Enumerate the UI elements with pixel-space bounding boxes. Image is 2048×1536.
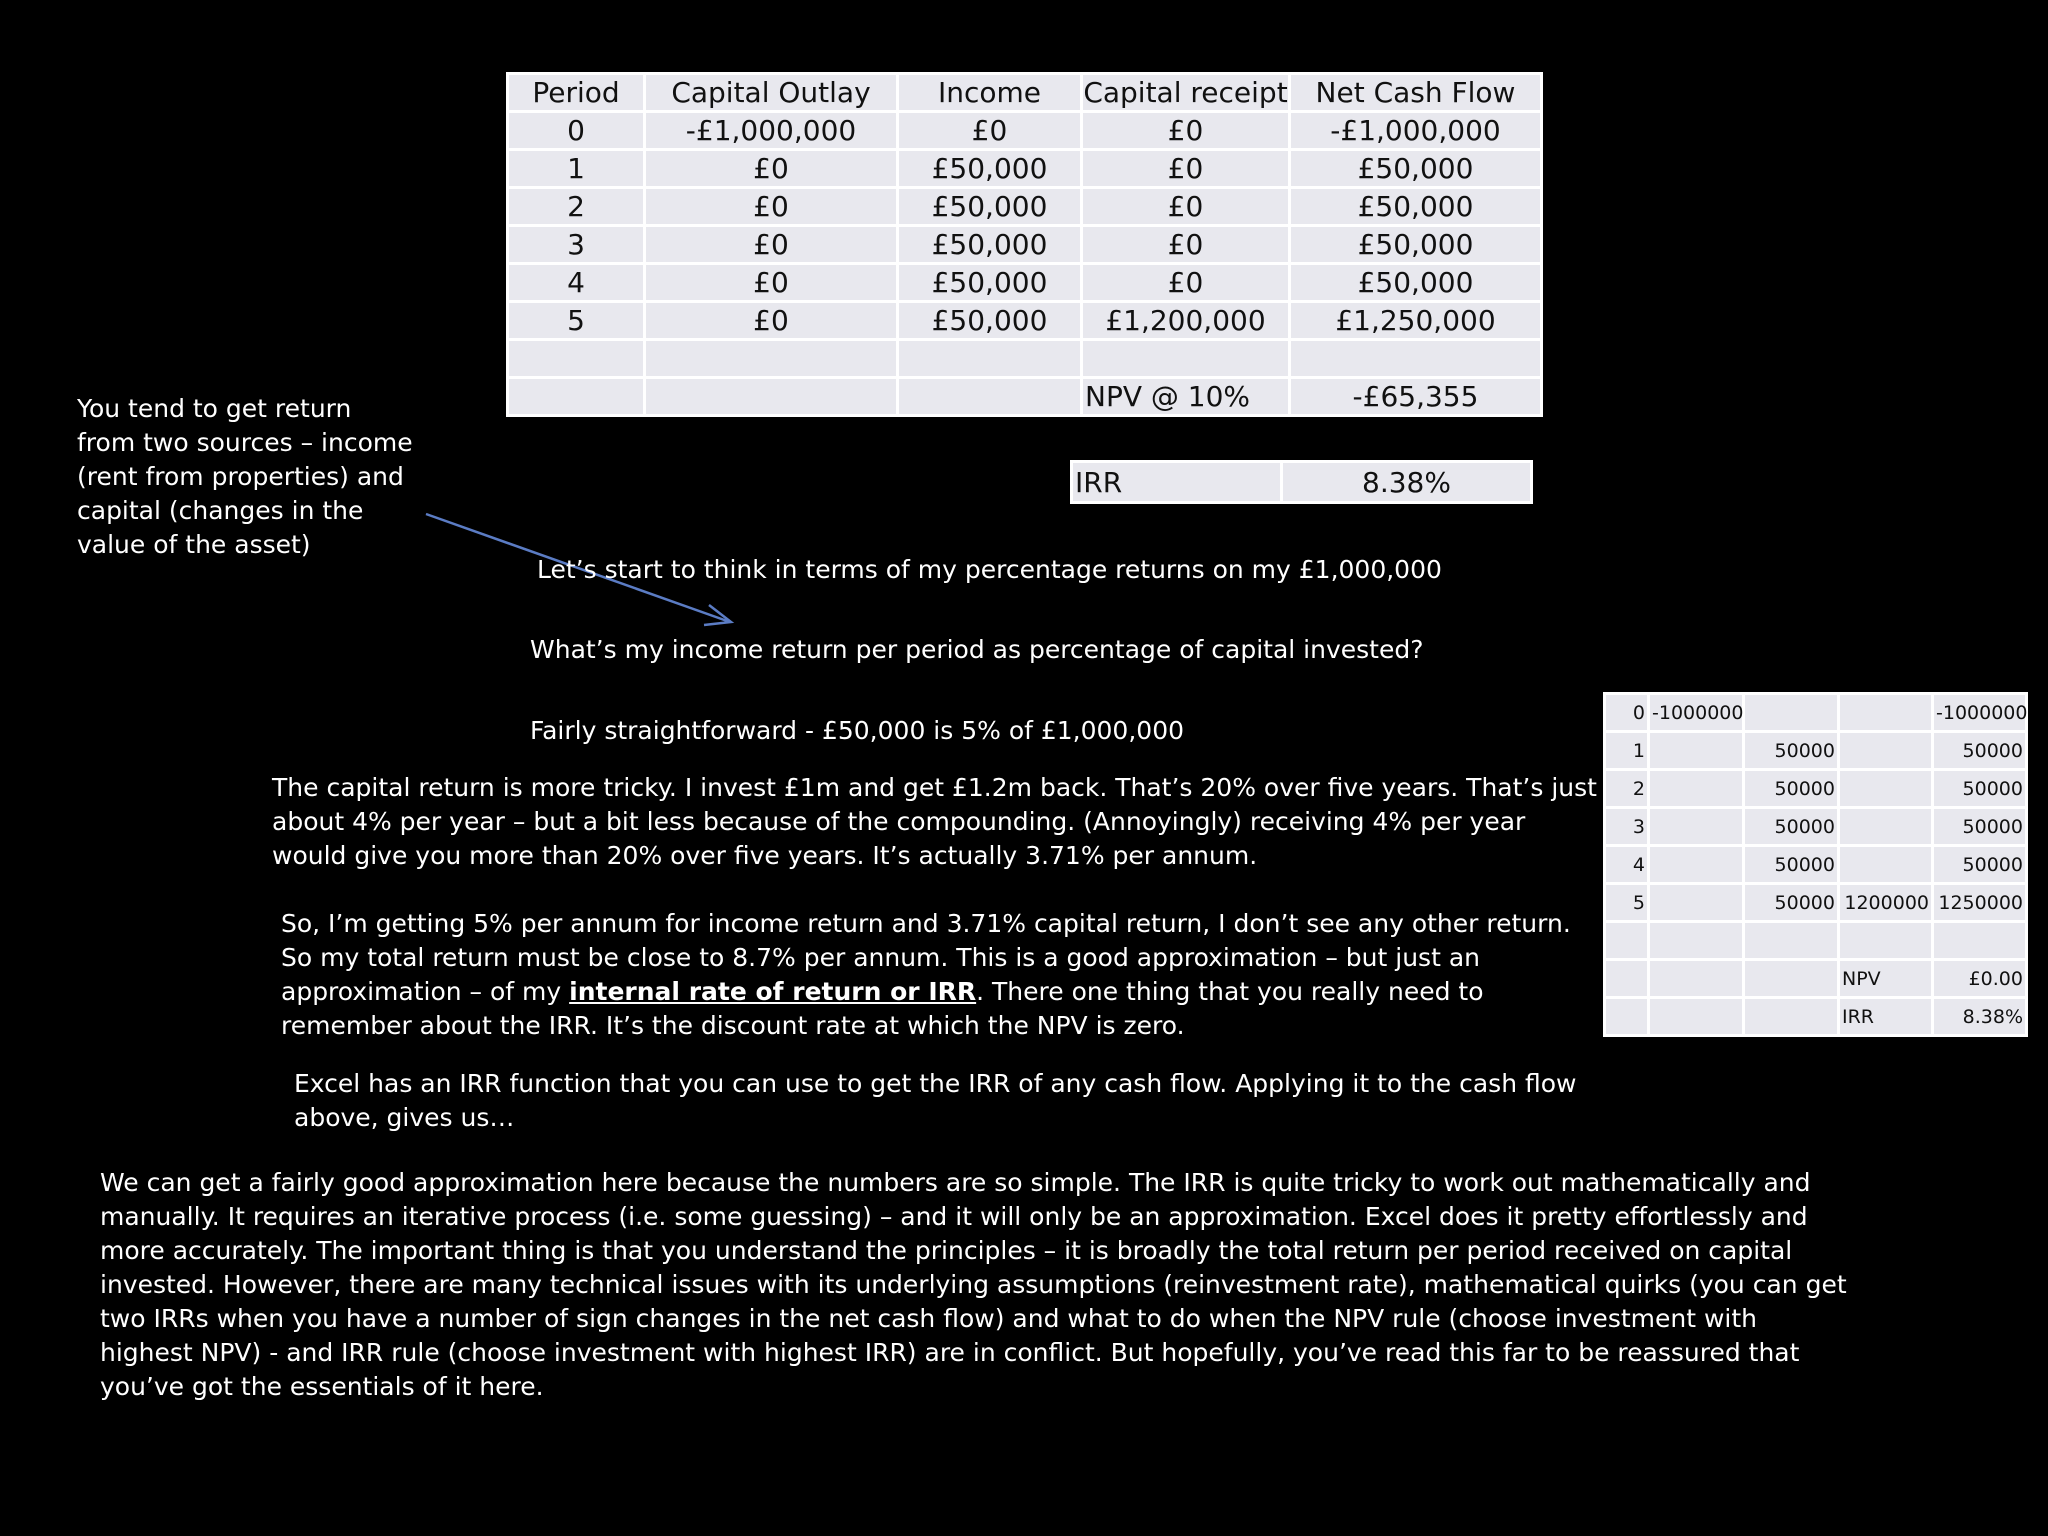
period-cell: 4 [508,264,645,302]
table-row [508,302,1542,340]
income-cell: £50,000 [898,226,1082,264]
header-income: Income [898,74,1082,112]
table-row [1605,770,2027,808]
cell: 50000 [1744,884,1839,922]
cell: 2 [1605,770,1649,808]
cell: 50000 [1933,846,2027,884]
table-row [508,112,1542,150]
npv-label: NPV @ 10% [1082,378,1290,416]
total-return-text: So, I’m getting 5% per annum for income return and 3.71% capital return, I don’t see any other return. So my total return must be close to 8.7% per annum. This is a good approximation – but just an approximation – of my [281,909,1571,1006]
income-cell: £50,000 [898,150,1082,188]
table-row-empty [508,340,1542,378]
capital-return-paragraph: The capital return is more tricky. I invest £1m and get £1.2m back. That’s 20% over five years. That’s just about 4% per year – but a bit less because of the compounding. (Annoyingly) receiving 4% per year would give you more than 20% over five years. It’s actually 3.71% per annum. [272,773,1597,870]
capital-receipt-cell: £1,200,000 [1082,302,1290,340]
npv-value: -£65,355 [1290,378,1542,416]
cell: 50000 [1744,770,1839,808]
net-cash-flow-cell: £50,000 [1290,226,1542,264]
empty-cell [1933,922,2027,960]
irr-emphasis: internal rate of return or IRR [569,977,977,1006]
npv-row [1605,960,2027,998]
empty-cell [1744,960,1839,998]
cell: 50000 [1744,732,1839,770]
cell: 0 [1605,694,1649,732]
irr-value: 8.38% [1282,462,1532,503]
period-cell: 2 [508,188,645,226]
irr-box [1070,460,1533,504]
table-row [1605,808,2027,846]
empty-cell [1744,922,1839,960]
empty-cell [1649,922,1744,960]
npv-row [508,378,1542,416]
income-cell: £0 [898,112,1082,150]
empty-cell [1649,960,1744,998]
cell [1744,694,1839,732]
cell [1649,884,1744,922]
npv-label: NPV [1839,960,1933,998]
side-note: You tend to get return from two sources – income (rent from properties) and capital (changes in the value of the asset) [77,394,413,559]
period-cell: 5 [508,302,645,340]
empty-cell [898,340,1082,378]
empty-cell [1605,998,1649,1036]
income-cell: £50,000 [898,302,1082,340]
empty-cell [1839,922,1933,960]
excel-irr-table [1603,692,2028,1037]
empty-cell [1605,960,1649,998]
conclusion-paragraph: We can get a fairly good approximation here because the numbers are so simple. The IRR is quite tricky to work out mathematically and manually. It requires an iterative process (i.e. some guessing) – and it will only be an approximation. Excel does it pretty effortlessly and more accurately. The important thing is that you understand the principles – it is broadly the total return per period received on capital invested. However, there are many technical issues with its underlying assumptions (reinvestment rate), mathematical quirks (you can get two IRRs when you have a number of sign changes in the net cash flow) and what to do when the NPV rule (choose investment with highest NPV) - and IRR rule (choose investment with highest IRR) are in conflict. But hopefully, you’ve read this far to be reassured that you’ve got the essentials of it here. [100,1168,1847,1401]
empty-cell [645,378,898,416]
total-return-paragraph [281,907,1601,1043]
irr-row [1605,998,2027,1036]
cell: 5 [1605,884,1649,922]
empty-cell [1649,998,1744,1036]
irr-label: IRR [1839,998,1933,1036]
empty-cell [1290,340,1542,378]
capital-outlay-cell: -£1,000,000 [645,112,898,150]
cell: -1000000 [1933,694,2027,732]
irr-label: IRR [1072,462,1282,503]
table-row [508,264,1542,302]
table-row [508,188,1542,226]
empty-cell [645,340,898,378]
cell: -1000000 [1649,694,1744,732]
irr-value: 8.38% [1933,998,2027,1036]
capital-outlay-cell: £0 [645,150,898,188]
header-period: Period [508,74,645,112]
income-cell: £50,000 [898,264,1082,302]
table-row [1605,846,2027,884]
period-cell: 0 [508,112,645,150]
cell: 50000 [1744,846,1839,884]
answer-line: Fairly straightforward - £50,000 is 5% of £1,000,000 [530,716,1185,745]
cell: 4 [1605,846,1649,884]
cell: 3 [1605,808,1649,846]
net-cash-flow-cell: £1,250,000 [1290,302,1542,340]
income-cell: £50,000 [898,188,1082,226]
capital-receipt-cell: £0 [1082,150,1290,188]
cell [1649,770,1744,808]
npv-value: £0.00 [1933,960,2027,998]
table-row [1605,732,2027,770]
empty-cell [898,378,1082,416]
capital-outlay-cell: £0 [645,188,898,226]
empty-cell [1605,922,1649,960]
capital-receipt-cell: £0 [1082,264,1290,302]
capital-receipt-cell: £0 [1082,188,1290,226]
capital-outlay-cell: £0 [645,264,898,302]
cell: 1200000 [1839,884,1933,922]
net-cash-flow-cell: -£1,000,000 [1290,112,1542,150]
capital-outlay-cell: £0 [645,302,898,340]
cell: 50000 [1933,808,2027,846]
excel-paragraph: Excel has an IRR function that you can use to get the IRR of any cash flow. Applying it to the cash flow above, gives us… [294,1069,1577,1132]
header-capital-receipt: Capital receipt [1082,74,1290,112]
table-row-empty [1605,922,2027,960]
cell: 1250000 [1933,884,2027,922]
intro-line: Let’s start to think in terms of my percentage returns on my £1,000,000 [537,555,1442,584]
table-row [508,150,1542,188]
period-cell: 1 [508,150,645,188]
table-header-row [508,74,1542,112]
net-cash-flow-cell: £50,000 [1290,188,1542,226]
period-cell: 3 [508,226,645,264]
cell [1839,732,1933,770]
empty-cell [1082,340,1290,378]
cell: 50000 [1933,770,2027,808]
net-cash-flow-cell: £50,000 [1290,264,1542,302]
cell [1839,770,1933,808]
net-cash-flow-cell: £50,000 [1290,150,1542,188]
cell [1839,808,1933,846]
empty-cell [508,378,645,416]
header-capital-outlay: Capital Outlay [645,74,898,112]
capital-receipt-cell: £0 [1082,226,1290,264]
total-return-text-end: . There one thing that you really need to remember about the IRR. It’s the discount rate at which the NPV is zero. [281,977,1484,1040]
empty-cell [1744,998,1839,1036]
cell [1649,808,1744,846]
capital-receipt-cell: £0 [1082,112,1290,150]
table-row [1605,694,2027,732]
cell: 50000 [1744,808,1839,846]
cell [1839,846,1933,884]
empty-cell [508,340,645,378]
question-line: What’s my income return per period as percentage of capital invested? [530,635,1424,664]
cell: 1 [1605,732,1649,770]
header-net-cash-flow: Net Cash Flow [1290,74,1542,112]
capital-outlay-cell: £0 [645,226,898,264]
cell: 50000 [1933,732,2027,770]
cash-flow-table [506,72,1543,417]
cell [1649,846,1744,884]
table-row [508,226,1542,264]
cell [1649,732,1744,770]
table-row [1605,884,2027,922]
cell [1839,694,1933,732]
